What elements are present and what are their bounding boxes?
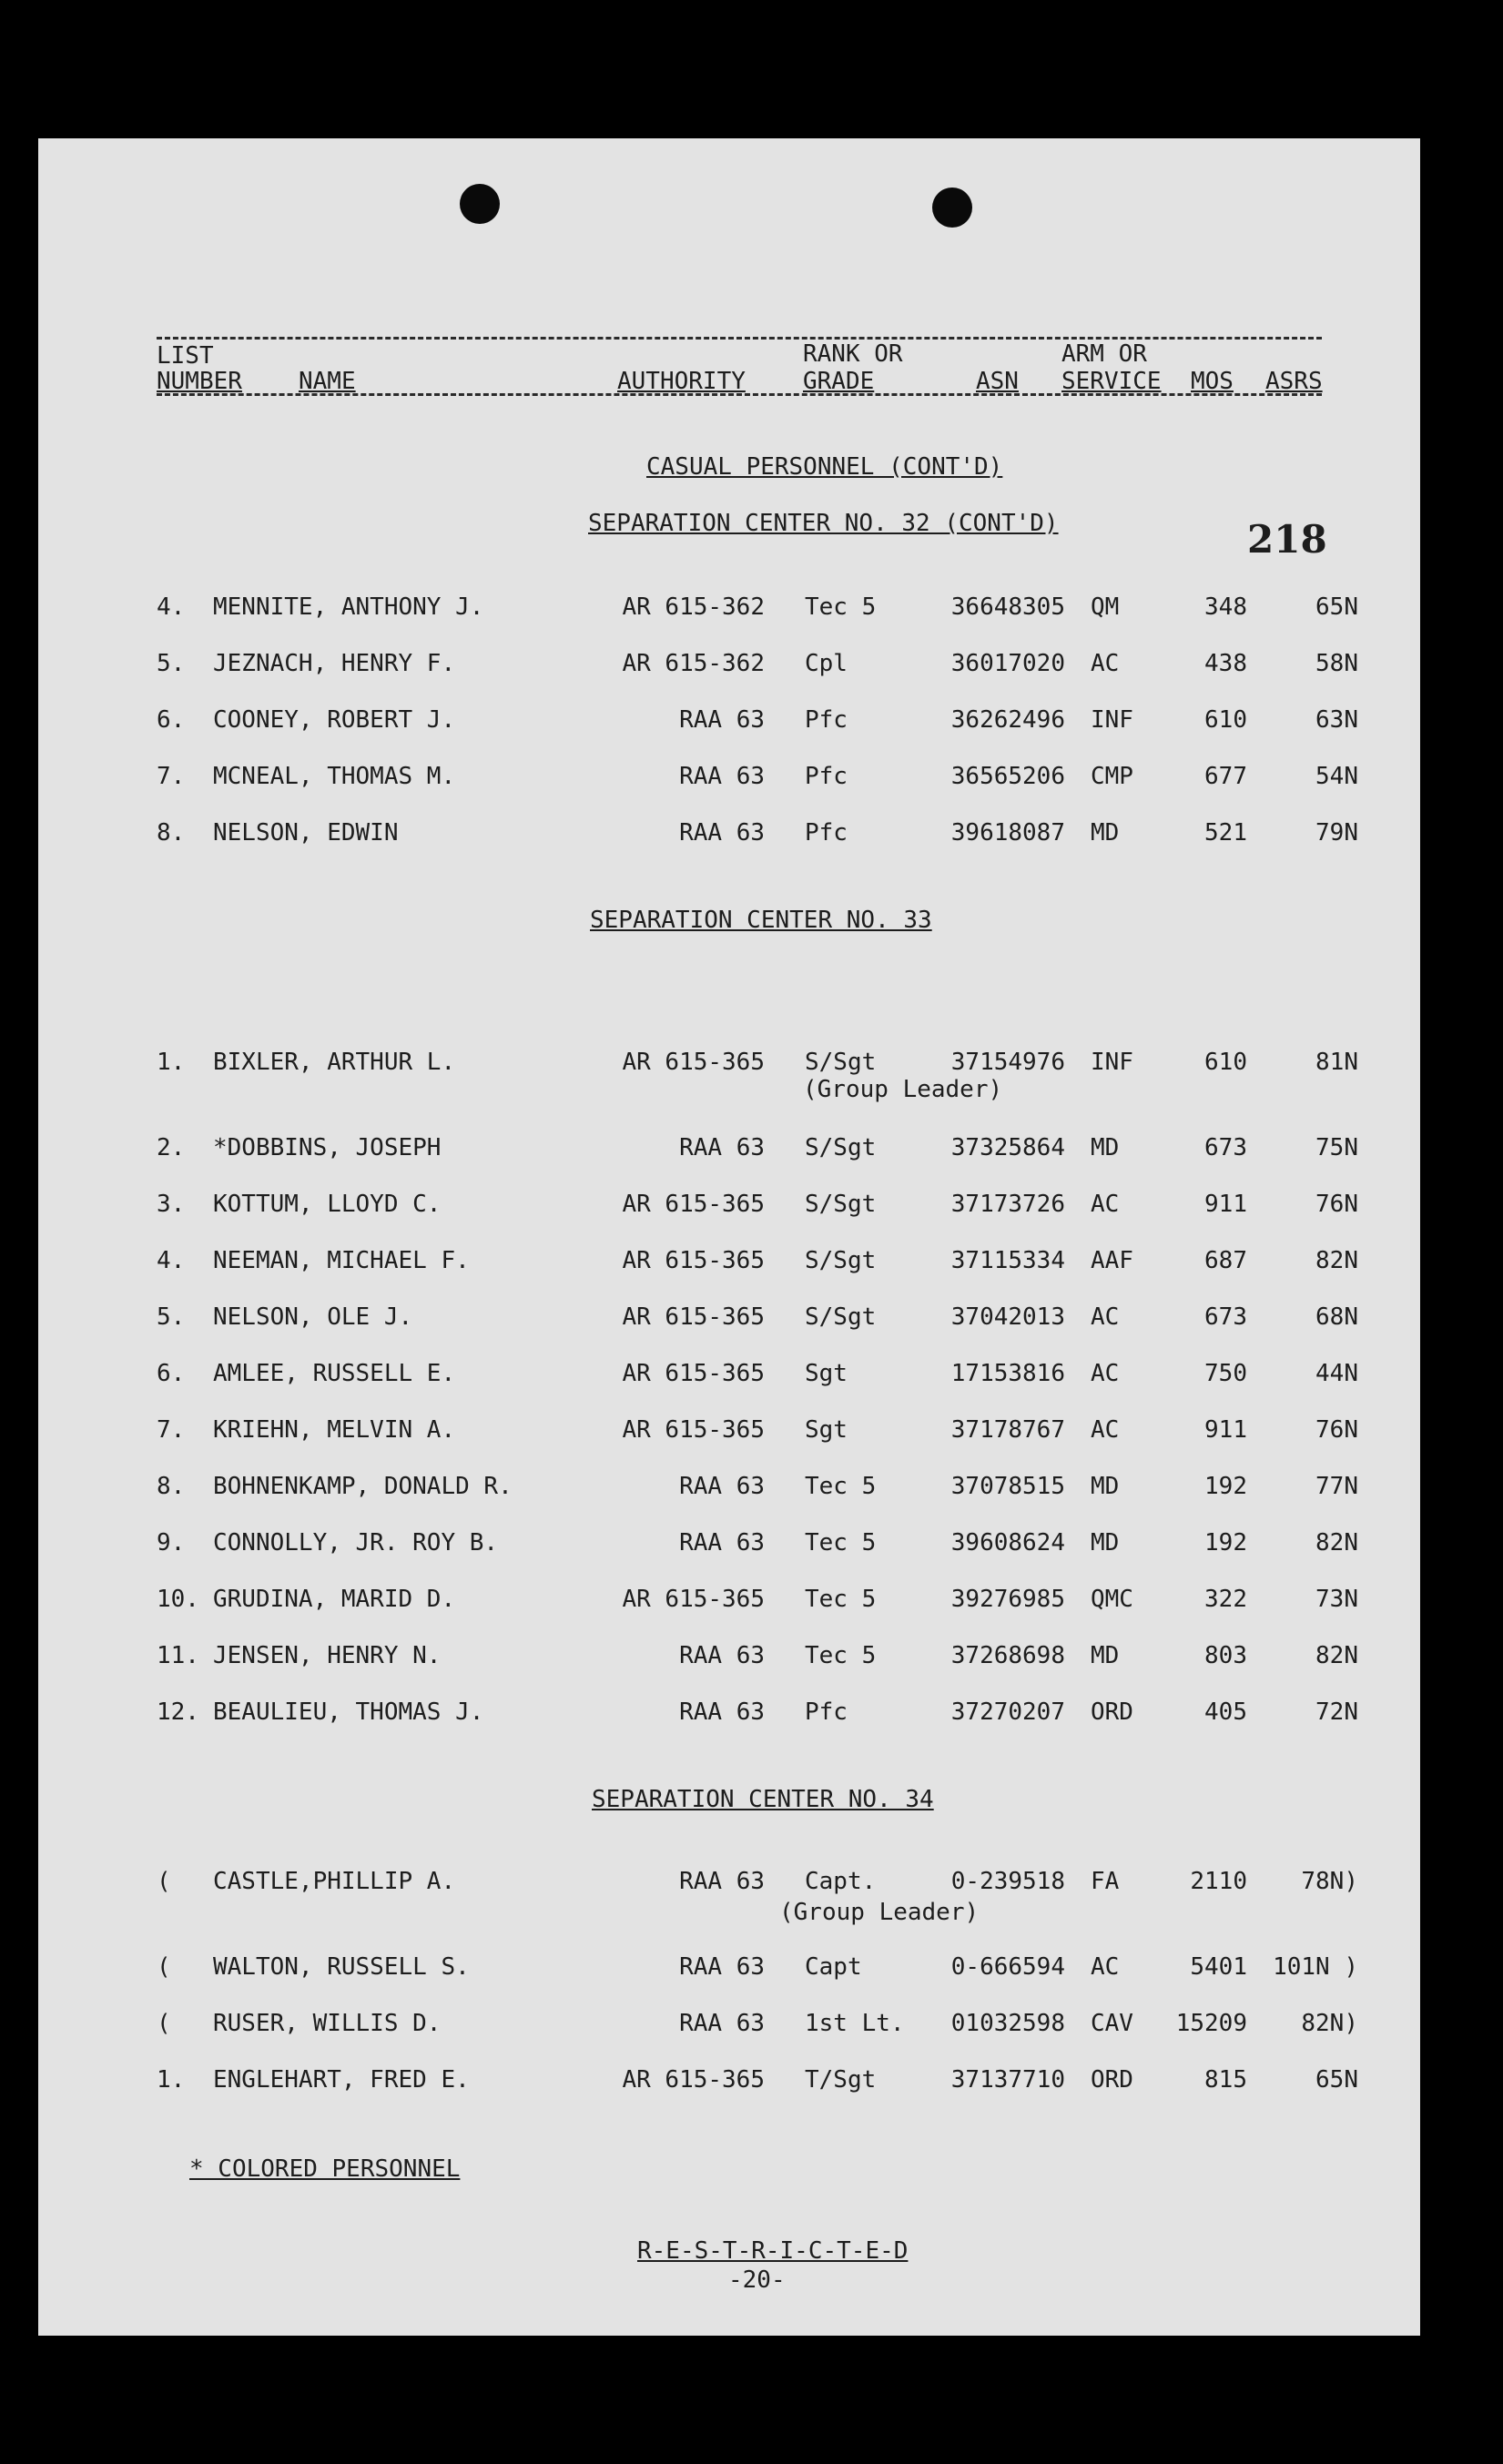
cell-asrs: 82N xyxy=(1315,1247,1358,1274)
cell-grade: Pfc xyxy=(805,819,848,847)
cell-mos: 521 xyxy=(1204,819,1247,847)
cell-auth: RAA 63 xyxy=(679,1529,765,1556)
cell-no: 8. xyxy=(157,819,186,847)
cell-auth: RAA 63 xyxy=(679,706,765,734)
header-list: LIST xyxy=(157,342,214,370)
cell-no: 4. xyxy=(157,1247,186,1274)
cell-grade: Tec 5 xyxy=(805,1529,877,1556)
cell-name: GRUDINA, MARID D. xyxy=(213,1586,456,1613)
cell-asrs: 79N xyxy=(1315,819,1358,847)
cell-asn: 37154976 xyxy=(950,1049,1065,1076)
cell-arm: AAF xyxy=(1091,1247,1133,1274)
cell-no: 6. xyxy=(157,706,186,734)
section-separation-center-32: SEPARATION CENTER NO. 32 (CONT'D) xyxy=(588,510,1059,537)
punch-hole-left xyxy=(460,184,500,224)
cell-asn: 37173726 xyxy=(950,1191,1065,1218)
cell-auth: RAA 63 xyxy=(679,1698,765,1726)
cell-grade: Pfc xyxy=(805,763,848,790)
cell-arm: MD xyxy=(1091,1529,1120,1556)
cell-asrs: 44N xyxy=(1315,1360,1358,1387)
cell-name: ENGLEHART, FRED E. xyxy=(213,2066,470,2094)
cell-auth: RAA 63 xyxy=(679,1473,765,1500)
header-asrs: ASRS xyxy=(1265,368,1323,395)
cell-asrs: 82N xyxy=(1315,1529,1358,1556)
cell-no: 9. xyxy=(157,1529,186,1556)
cell-auth: RAA 63 xyxy=(679,2010,765,2037)
cell-asrs: 72N xyxy=(1315,1698,1358,1726)
cell-asrs: 54N xyxy=(1315,763,1358,790)
cell-auth: AR 615-365 xyxy=(622,1586,765,1613)
section-separation-center-34: SEPARATION CENTER NO. 34 xyxy=(592,1786,934,1813)
cell-arm: QMC xyxy=(1091,1586,1133,1613)
cell-mos: 192 xyxy=(1204,1529,1247,1556)
cell-asn: 01032598 xyxy=(950,2010,1065,2037)
punch-hole-right xyxy=(932,188,972,228)
cell-name: BOHNENKAMP, DONALD R. xyxy=(213,1473,513,1500)
cell-name: CONNOLLY, JR. ROY B. xyxy=(213,1529,499,1556)
cell-name: AMLEE, RUSSELL E. xyxy=(213,1360,456,1387)
cell-asrs: 77N xyxy=(1315,1473,1358,1500)
cell-auth: AR 615-365 xyxy=(622,1416,765,1444)
cell-no: 7. xyxy=(157,763,186,790)
cell-no: 11. xyxy=(157,1642,199,1669)
cell-no: 3. xyxy=(157,1191,186,1218)
cell-auth: AR 615-365 xyxy=(622,1303,765,1331)
cell-grade: T/Sgt xyxy=(805,2066,877,2094)
cell-arm: MD xyxy=(1091,1642,1120,1669)
cell-grade: Capt xyxy=(805,1953,862,1981)
cell-arm: ORD xyxy=(1091,2066,1133,2094)
cell-auth: RAA 63 xyxy=(679,1134,765,1161)
cell-name: BEAULIEU, THOMAS J. xyxy=(213,1698,484,1726)
header-grade: GRADE xyxy=(803,368,875,395)
cell-no: ( xyxy=(157,1868,171,1895)
cell-grade: S/Sgt xyxy=(805,1049,877,1076)
cell-arm: MD xyxy=(1091,819,1120,847)
cell-asn: 37178767 xyxy=(950,1416,1065,1444)
cell-mos: 192 xyxy=(1204,1473,1247,1500)
cell-asrs: 75N xyxy=(1315,1134,1358,1161)
cell-name: JENSEN, HENRY N. xyxy=(213,1642,442,1669)
cell-no: 5. xyxy=(157,1303,186,1331)
cell-arm: INF xyxy=(1091,706,1133,734)
cell-asn: 0-239518 xyxy=(950,1868,1065,1895)
cell-arm: AC xyxy=(1091,650,1120,677)
cell-asrs: 82N xyxy=(1315,1642,1358,1669)
cell-mos: 610 xyxy=(1204,706,1247,734)
cell-mos: 348 xyxy=(1204,593,1247,621)
cell-mos: 2110 xyxy=(1190,1868,1247,1895)
cell-mos: 610 xyxy=(1204,1049,1247,1076)
cell-asn: 39276985 xyxy=(950,1586,1065,1613)
cell-auth: AR 615-362 xyxy=(622,650,765,677)
cell-asn: 39608624 xyxy=(950,1529,1065,1556)
cell-grade: S/Sgt xyxy=(805,1134,877,1161)
cell-asn: 37078515 xyxy=(950,1473,1065,1500)
cell-auth: RAA 63 xyxy=(679,1642,765,1669)
cell-grade: Tec 5 xyxy=(805,1473,877,1500)
cell-no: 8. xyxy=(157,1473,186,1500)
cell-name: RUSER, WILLIS D. xyxy=(213,2010,442,2037)
cell-auth: AR 615-365 xyxy=(622,1049,765,1076)
section-casual-personnel: CASUAL PERSONNEL (CONT'D) xyxy=(646,453,1003,481)
cell-asrs: 81N xyxy=(1315,1049,1358,1076)
cell-asrs: 78N) xyxy=(1301,1868,1358,1895)
cell-grade: S/Sgt xyxy=(805,1247,877,1274)
cell-grade: Sgt xyxy=(805,1416,848,1444)
cell-arm: ORD xyxy=(1091,1698,1133,1726)
cell-mos: 673 xyxy=(1204,1303,1247,1331)
cell-name: NEEMAN, MICHAEL F. xyxy=(213,1247,470,1274)
cell-name: CASTLE,PHILLIP A. xyxy=(213,1868,456,1895)
header-rank-or: RANK OR xyxy=(803,340,903,368)
header-rule-bottom xyxy=(157,393,1322,396)
cell-name: KOTTUM, LLOYD C. xyxy=(213,1191,442,1218)
cell-name: MENNITE, ANTHONY J. xyxy=(213,593,484,621)
header-service: SERVICE xyxy=(1061,368,1162,395)
cell-asrs: 76N xyxy=(1315,1191,1358,1218)
cell-arm: INF xyxy=(1091,1049,1133,1076)
cell-name: *DOBBINS, JOSEPH xyxy=(213,1134,442,1161)
header-name: NAME xyxy=(299,368,356,395)
section-separation-center-33: SEPARATION CENTER NO. 33 xyxy=(590,907,932,934)
cell-no: 5. xyxy=(157,650,186,677)
cell-name: COONEY, ROBERT J. xyxy=(213,706,456,734)
cell-no: 7. xyxy=(157,1416,186,1444)
cell-grade: Tec 5 xyxy=(805,593,877,621)
page-footer-number: -20- xyxy=(728,2266,786,2294)
cell-asrs: 76N xyxy=(1315,1416,1358,1444)
cell-mos: 911 xyxy=(1204,1416,1247,1444)
cell-auth: RAA 63 xyxy=(679,763,765,790)
cell-mos: 673 xyxy=(1204,1134,1247,1161)
cell-auth: AR 615-362 xyxy=(622,593,765,621)
cell-arm: QM xyxy=(1091,593,1120,621)
cell-name: NELSON, OLE J. xyxy=(213,1303,413,1331)
cell-no: 4. xyxy=(157,593,186,621)
cell-no: 1. xyxy=(157,2066,186,2094)
cell-asrs: 68N xyxy=(1315,1303,1358,1331)
cell-no: 10. xyxy=(157,1586,199,1613)
cell-mos: 911 xyxy=(1204,1191,1247,1218)
cell-no: 12. xyxy=(157,1698,199,1726)
cell-asrs: 58N xyxy=(1315,650,1358,677)
cell-grade: Tec 5 xyxy=(805,1586,877,1613)
cell-no: 1. xyxy=(157,1049,186,1076)
cell-mos: 750 xyxy=(1204,1360,1247,1387)
page-number-stamp: 218 xyxy=(1247,517,1327,562)
restricted-marking: R-E-S-T-R-I-C-T-E-D xyxy=(637,2237,909,2265)
cell-asn: 37042013 xyxy=(950,1303,1065,1331)
cell-asn: 37115334 xyxy=(950,1247,1065,1274)
group-leader-note: (Group Leader) xyxy=(803,1076,1003,1103)
cell-auth: RAA 63 xyxy=(679,1868,765,1895)
cell-auth: AR 615-365 xyxy=(622,1247,765,1274)
cell-mos: 15209 xyxy=(1175,2010,1247,2037)
cell-grade: Cpl xyxy=(805,650,848,677)
cell-asn: 37268698 xyxy=(950,1642,1065,1669)
cell-asrs: 73N xyxy=(1315,1586,1358,1613)
cell-grade: S/Sgt xyxy=(805,1303,877,1331)
cell-mos: 405 xyxy=(1204,1698,1247,1726)
cell-arm: MD xyxy=(1091,1134,1120,1161)
header-arm-or: ARM OR xyxy=(1061,340,1147,368)
cell-arm: AC xyxy=(1091,1303,1120,1331)
cell-grade: Pfc xyxy=(805,1698,848,1726)
cell-grade: Pfc xyxy=(805,706,848,734)
cell-asn: 37270207 xyxy=(950,1698,1065,1726)
cell-asrs: 63N xyxy=(1315,706,1358,734)
cell-arm: AC xyxy=(1091,1191,1120,1218)
cell-arm: AC xyxy=(1091,1416,1120,1444)
cell-grade: S/Sgt xyxy=(805,1191,877,1218)
cell-name: KRIEHN, MELVIN A. xyxy=(213,1416,456,1444)
cell-name: JEZNACH, HENRY F. xyxy=(213,650,456,677)
group-leader-note-34: (Group Leader) xyxy=(779,1899,980,1926)
cell-grade: Tec 5 xyxy=(805,1642,877,1669)
cell-arm: AC xyxy=(1091,1953,1120,1981)
cell-no: 2. xyxy=(157,1134,186,1161)
cell-asn: 36017020 xyxy=(950,650,1065,677)
header-rule-top xyxy=(157,337,1322,340)
cell-auth: AR 615-365 xyxy=(622,2066,765,2094)
cell-name: MCNEAL, THOMAS M. xyxy=(213,763,456,790)
cell-asn: 39618087 xyxy=(950,819,1065,847)
cell-arm: AC xyxy=(1091,1360,1120,1387)
cell-asn: 0-666594 xyxy=(950,1953,1065,1981)
cell-asn: 17153816 xyxy=(950,1360,1065,1387)
cell-name: BIXLER, ARTHUR L. xyxy=(213,1049,456,1076)
cell-asrs: 65N xyxy=(1315,593,1358,621)
cell-arm: CAV xyxy=(1091,2010,1133,2037)
cell-mos: 803 xyxy=(1204,1642,1247,1669)
cell-grade: 1st Lt. xyxy=(805,2010,905,2037)
cell-mos: 438 xyxy=(1204,650,1247,677)
cell-asn: 36565206 xyxy=(950,763,1065,790)
cell-mos: 815 xyxy=(1204,2066,1247,2094)
cell-asrs: 65N xyxy=(1315,2066,1358,2094)
header-number: NUMBER xyxy=(157,368,242,395)
cell-asn: 36262496 xyxy=(950,706,1065,734)
cell-mos: 687 xyxy=(1204,1247,1247,1274)
cell-name: WALTON, RUSSELL S. xyxy=(213,1953,470,1981)
cell-auth: RAA 63 xyxy=(679,819,765,847)
cell-name: NELSON, EDWIN xyxy=(213,819,399,847)
cell-mos: 5401 xyxy=(1190,1953,1247,1981)
header-authority: AUTHORITY xyxy=(617,368,746,395)
cell-asn: 36648305 xyxy=(950,593,1065,621)
cell-arm: MD xyxy=(1091,1473,1120,1500)
cell-arm: CMP xyxy=(1091,763,1133,790)
cell-grade: Capt. xyxy=(805,1868,877,1895)
cell-no: ( xyxy=(157,1953,171,1981)
cell-asn: 37325864 xyxy=(950,1134,1065,1161)
cell-auth: AR 615-365 xyxy=(622,1191,765,1218)
footnote-colored-personnel: * COLORED PERSONNEL xyxy=(189,2155,461,2183)
cell-auth: RAA 63 xyxy=(679,1953,765,1981)
cell-grade: Sgt xyxy=(805,1360,848,1387)
cell-mos: 322 xyxy=(1204,1586,1247,1613)
cell-mos: 677 xyxy=(1204,763,1247,790)
cell-arm: FA xyxy=(1091,1868,1120,1895)
header-asn: ASN xyxy=(976,368,1019,395)
cell-no: ( xyxy=(157,2010,171,2037)
cell-asrs: 82N) xyxy=(1301,2010,1358,2037)
header-mos: MOS xyxy=(1191,368,1234,395)
cell-no: 6. xyxy=(157,1360,186,1387)
cell-auth: AR 615-365 xyxy=(622,1360,765,1387)
cell-asn: 37137710 xyxy=(950,2066,1065,2094)
cell-asrs: 101N ) xyxy=(1273,1953,1358,1981)
